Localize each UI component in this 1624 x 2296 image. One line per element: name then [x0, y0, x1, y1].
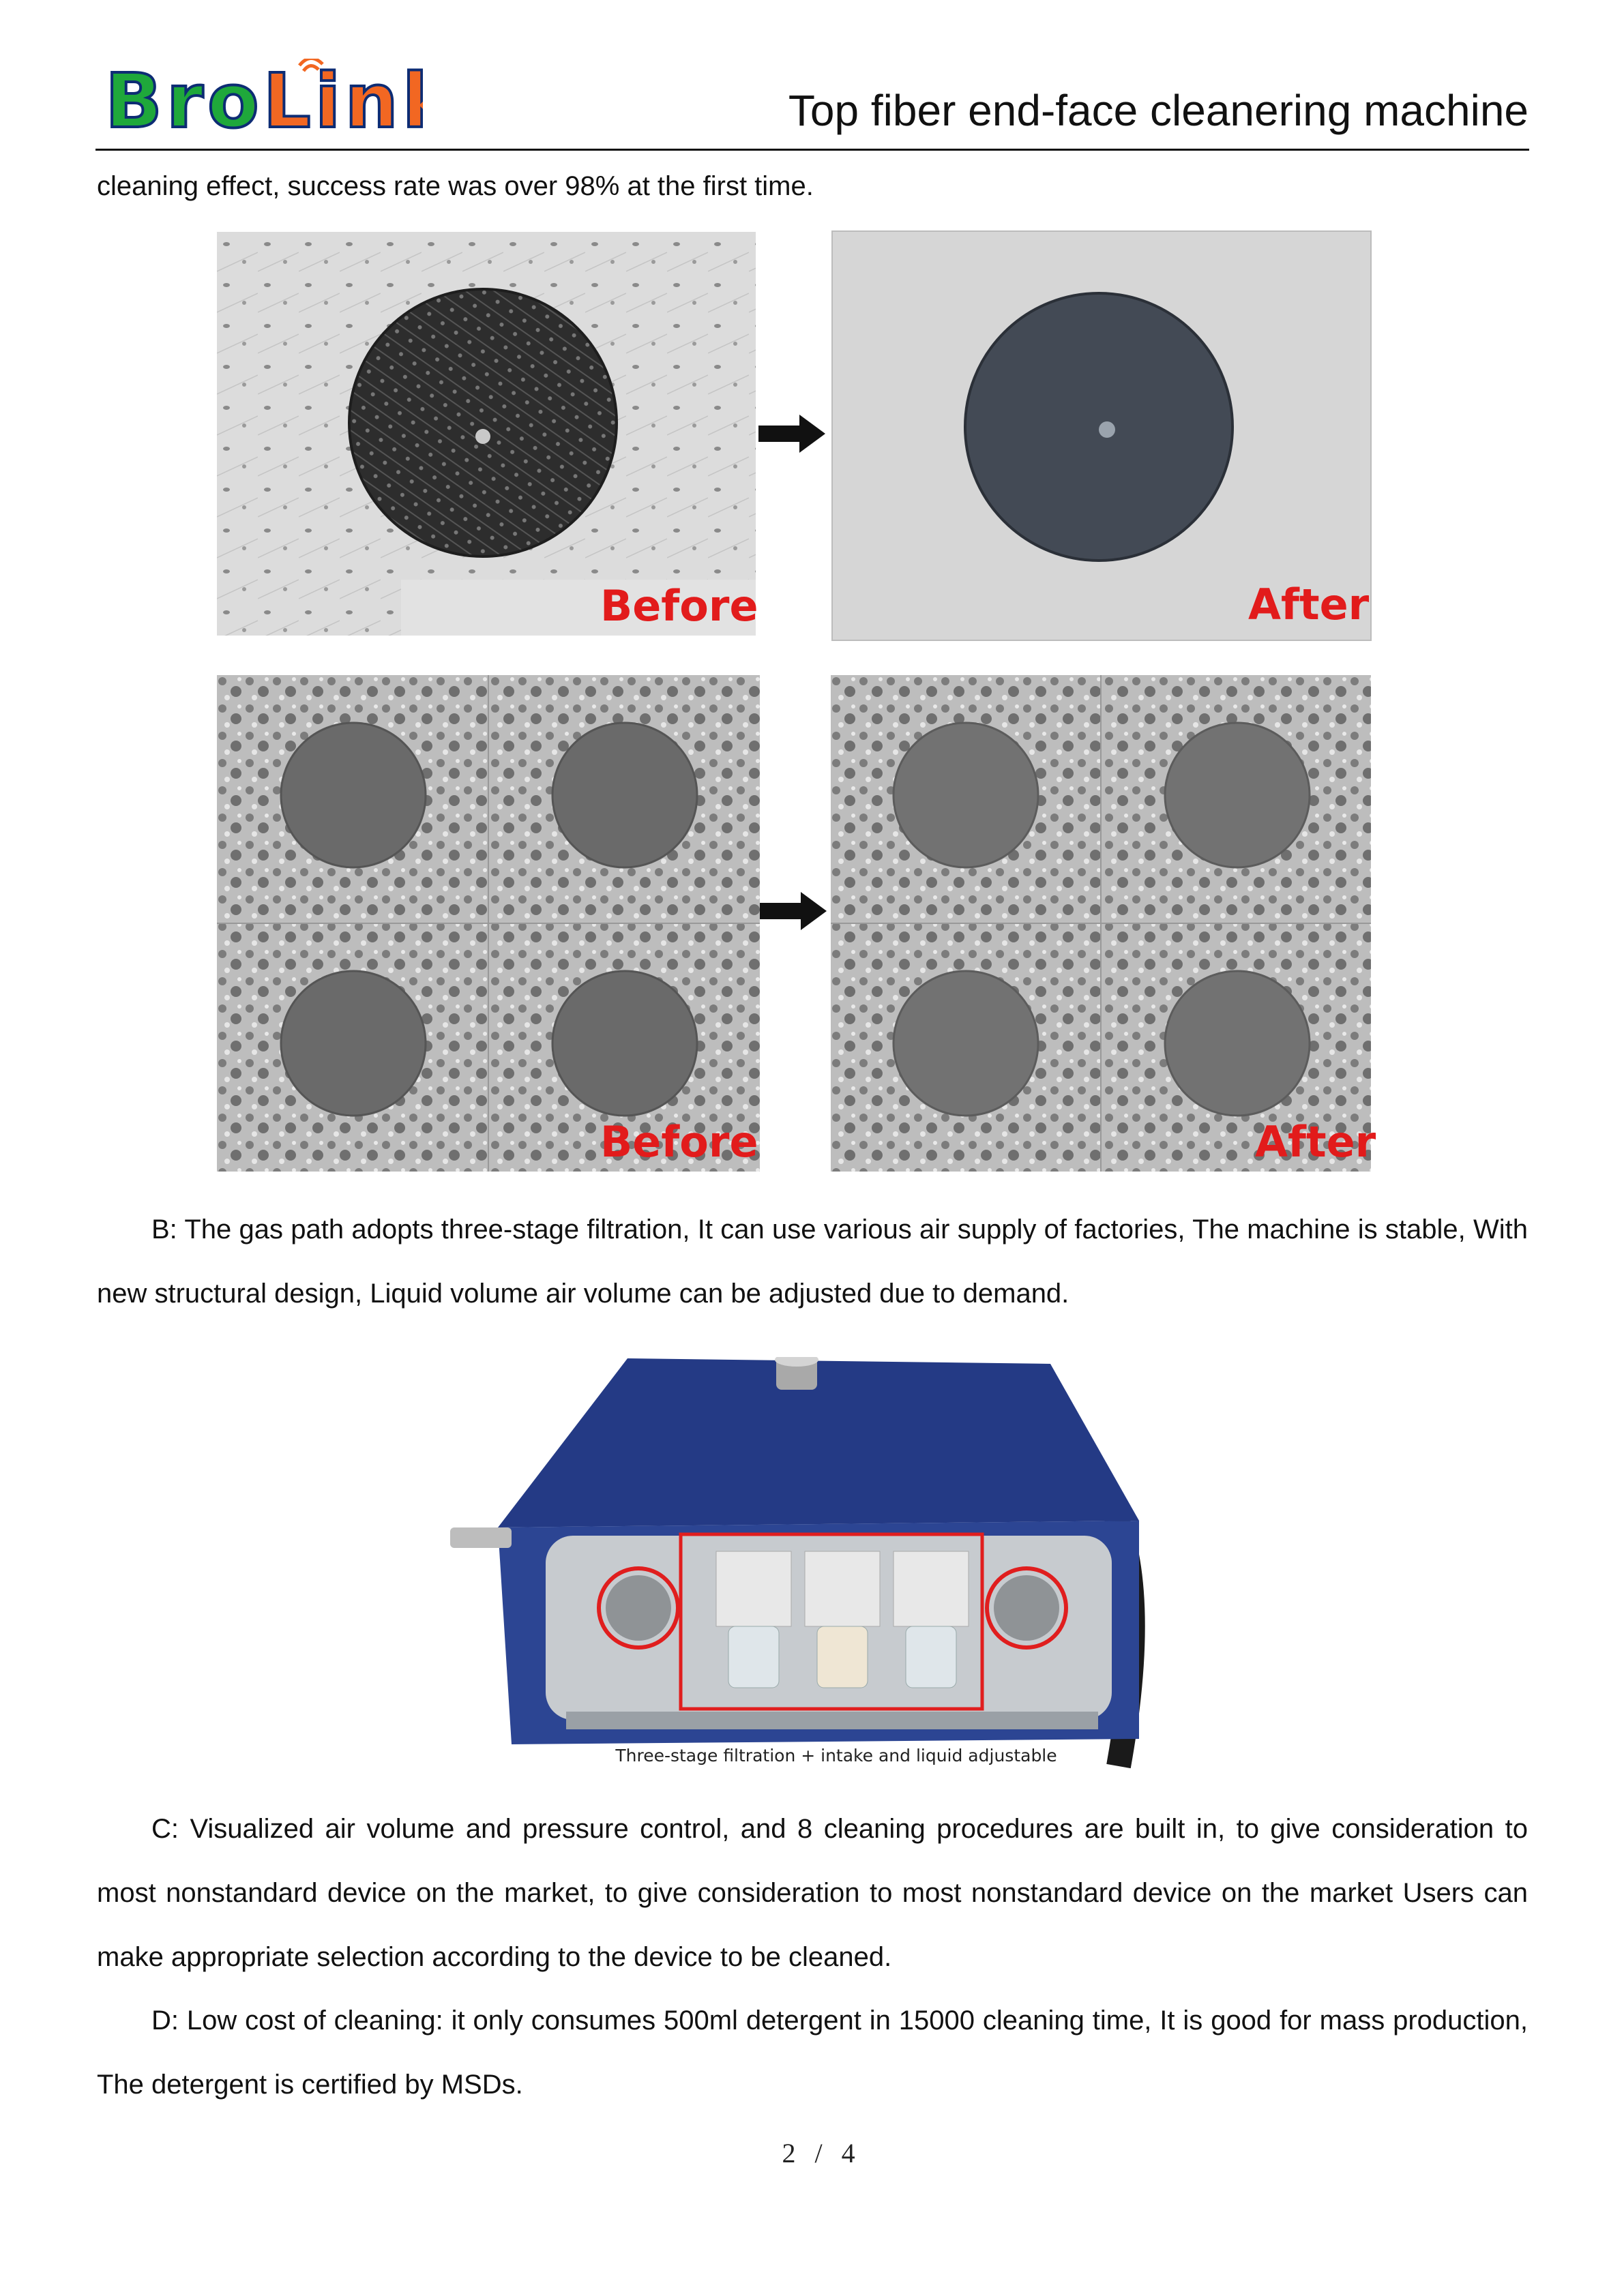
- page-separator: /: [814, 2138, 823, 2168]
- paragraph-c: C: Visualized air volume and pressure control, and 8 cleaning procedures are built in, to give consideration to most nonstandard device on the market, to give consideration to most nonstandard device on the market Users can make appropriate selection according to the device to be cleaned.: [97, 1814, 1528, 1972]
- after-label-1: After: [1248, 580, 1370, 629]
- machine-photo-caption: Three-stage filtration + intake and liquid adjustable: [615, 1746, 1057, 1765]
- machine-photo: [450, 1357, 1154, 1773]
- before-multi-endface-photo: [217, 675, 760, 1172]
- right-arrow-icon-1: [758, 413, 827, 458]
- paragraph-d: D: Low cost of cleaning: it only consumes 500ml detergent in 15000 cleaning time, It is good for mass production, The detergent is certified by MSDs.: [97, 2006, 1528, 2100]
- before-label-1: Before: [600, 581, 758, 631]
- brand-logo-text: BroLink: [105, 59, 423, 140]
- header-rule: [95, 149, 1529, 151]
- before-label-2: Before: [600, 1117, 758, 1167]
- intro-text: cleaning effect, success rate was over 98% at the first time.: [97, 171, 814, 201]
- after-multi-endface-photo: [831, 675, 1371, 1172]
- before-endface-photo: [217, 232, 756, 636]
- brand-logo: [102, 59, 423, 140]
- document-title: Top fiber end-face cleanering machine: [788, 86, 1529, 135]
- page-current: 2: [782, 2138, 796, 2168]
- brand-logo-mark: [102, 59, 423, 140]
- page-number: [743, 2137, 894, 2169]
- right-arrow-icon-2: [760, 891, 828, 935]
- page-total: 4: [841, 2138, 855, 2168]
- paragraph-b: B: The gas path adopts three-stage filtration, It can use various air supply of factories, The machine is stable, With new structural design, Liquid volume air volume can be adjusted due to demand.: [97, 1214, 1528, 1309]
- after-label-2: After: [1255, 1117, 1376, 1167]
